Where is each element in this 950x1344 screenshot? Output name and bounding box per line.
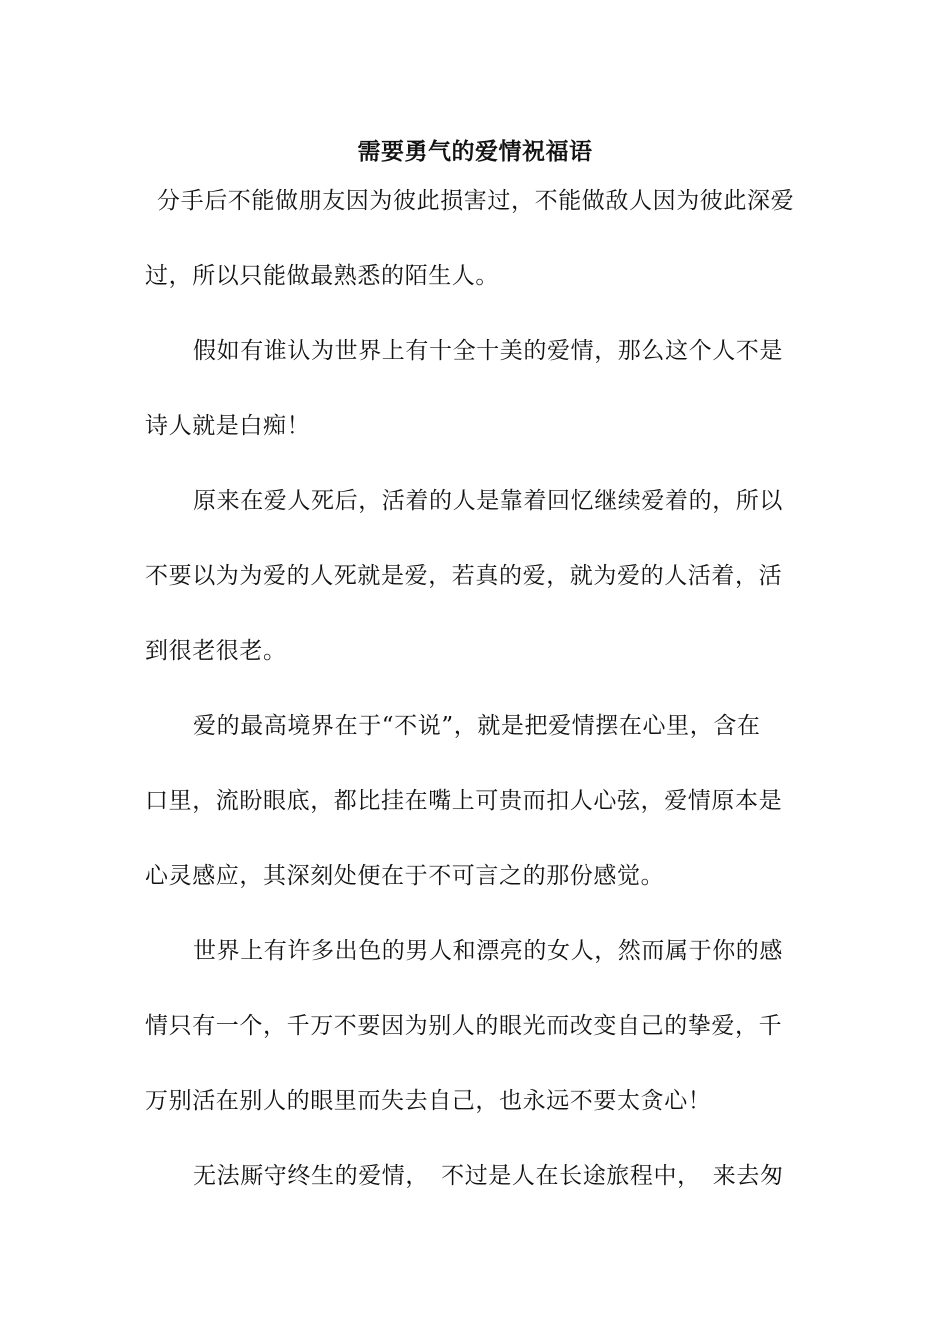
text-line: 口里，流盼眼底，都比挂在嘴上可贵而扣人心弦，爱情原本是 <box>145 788 783 814</box>
text-line: 情只有一个，千万不要因为别人的眼光而改变自己的挚爱，千 <box>145 1013 783 1039</box>
text-line: 分手后不能做朋友因为彼此损害过，不能做敌人因为彼此深爱 <box>157 188 795 214</box>
text-line: 过，所以只能做最熟悉的陌生人。 <box>145 263 499 289</box>
text-line: 世界上有许多出色的男人和漂亮的女人，然而属于你的感 <box>193 938 783 964</box>
page-title: 需要勇气的爱情祝福语 <box>357 138 593 165</box>
document-body <box>145 183 809 1233</box>
text-line: 原来在爱人死后，活着的人是靠着回忆继续爱着的，所以 <box>193 488 783 514</box>
text-line: 万别活在别人的眼里而失去自己，也永远不要太贪心！ <box>145 1088 712 1114</box>
text-line: 无法厮守终生的爱情， 不过是人在长途旅程中， 来去匆 <box>193 1163 784 1189</box>
text-line: 诗人就是白痴！ <box>145 413 311 439</box>
text-line: 心灵感应，其深刻处便在于不可言之的那份感觉。 <box>145 863 665 889</box>
text-line: 不要以为为爱的人死就是爱，若真的爱，就为爱的人活着，活 <box>145 563 783 589</box>
text-line: 假如有谁认为世界上有十全十美的爱情，那么这个人不是 <box>193 338 783 364</box>
text-line: 到很老很老。 <box>145 638 287 664</box>
text-line: 爱的最高境界在于“不说”，就是把爱情摆在心里，含在 <box>193 713 761 739</box>
